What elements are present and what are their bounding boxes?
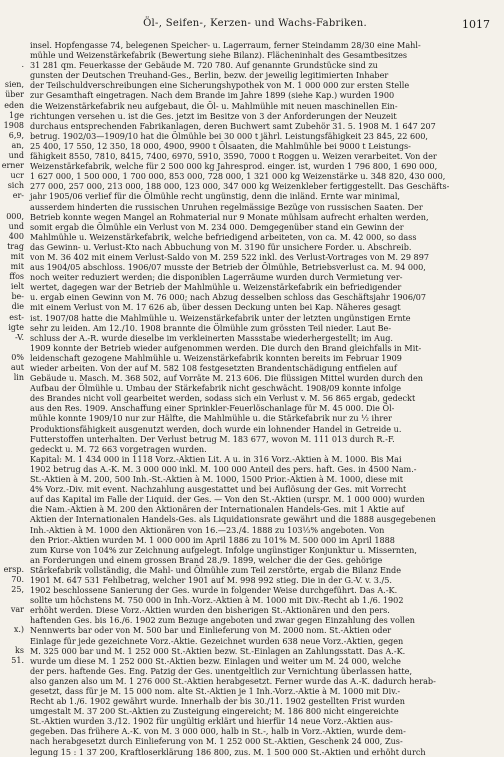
text-line: zur Gesamthaft eingetragen. Nach dem Brande im Jahre 1899 (siehe Kap.) wurden 1900 <box>30 90 395 101</box>
margin-fragment <box>0 424 24 434</box>
margin-fragment: 1ge <box>9 110 24 120</box>
margin-fragment <box>0 403 24 413</box>
text-line: haftenden Ges. bis 16./6. 1902 zum Bezuge angeboten und zwar gegen Einzahlung des vollen <box>30 615 416 626</box>
margin-fragment <box>0 474 24 484</box>
text-line: gesetzt, dass für je M. 15 000 nom. alte St.-Aktien je 1 Inh.-Vorz.-Aktie à M. 1000 mit Div.- <box>30 686 401 696</box>
margin-fragment: über <box>5 90 24 100</box>
margin-fragment: an, <box>11 140 24 150</box>
margin-fragment: 25, <box>11 585 24 595</box>
text-line: 1 627 000, 1 500 000, 1 700 000, 853 000, 728 000, 1 321 000 kg Weizenstärke u. 348 820, 430 000, <box>30 171 446 182</box>
text-line: Betrieb konnte wegen Mangel an Rohmaterial nur 9 Monate mühlsam aufrecht erhalten werden, <box>30 211 429 222</box>
margin-fragment <box>0 676 24 686</box>
text-line: richtungen versehen u. ist die Ges. jetzt im Besitze von 3 der Anforderungen der Neuzeit <box>30 110 397 121</box>
margin-fragment: 6,9, <box>8 130 24 140</box>
text-line: Aktien der Internationalen Handels-Ges. als Liquidationsrate gewährt und die 1888 ausgegebenen <box>30 514 436 525</box>
text-line: Aufbau der Ölmühle u. Umbau der Stärkefabrik nicht geschwächt. 1908/09 konnte infolge <box>30 383 402 394</box>
margin-fragment <box>0 555 24 565</box>
text-line: Inh.-Aktien à M. 1000 den Aktionären von 16.—23./4. 1888 zu 103⅓% angeboten. Von <box>30 524 385 535</box>
margin-fragment: be- <box>11 292 24 302</box>
margin-fragment <box>0 595 24 605</box>
text-line: St.-Aktien wurden 3./12. 1902 für ungültig erklärt und hierfür 14 neue Vorz.-Aktien aus- <box>30 716 393 727</box>
margin-fragment: 51. <box>11 655 24 665</box>
margin-fragment <box>0 202 24 212</box>
margin-fragment: var <box>10 605 24 615</box>
margin-fragment: lin <box>13 373 24 383</box>
margin-fragment: sich <box>7 181 24 191</box>
text-line: umgestalt M. 37 200 St.-Aktien zu Zusteigung eingereicht; M. 186 800 nicht eingereichte <box>30 706 399 717</box>
margin-fragment <box>0 666 24 676</box>
text-line: wertet, dagegen war der Betrieb der Mahlmühle u. Weizenstärkefabrik ein befriedigender <box>30 282 402 293</box>
text-line: wieder arbeiten. Von der auf M. 582 108 festgesetzten Brandentschädigung entfielen auf <box>30 363 397 373</box>
text-line: 1901 M. 647 531 Fehlbetrag, welcher 1901 auf M. 998 992 stieg. Die in der G.-V. v. 3./5. <box>30 574 392 585</box>
page-number: 1017 <box>462 18 490 31</box>
text-line: noch weiter reduziert werden; die disponiblen Lagerräume wurden durch Vermietung ver- <box>30 272 403 283</box>
margin-fragment <box>0 535 24 545</box>
margin-fragment <box>0 504 24 514</box>
margin-fragment: 0% <box>11 352 24 362</box>
margin-fragment: -V. <box>14 332 24 342</box>
margin-fragment: die <box>11 302 24 312</box>
margin-fragment <box>0 706 24 716</box>
margin-fragment: est- <box>9 312 24 322</box>
text-line: Weizenstärkefabrik, welche für 2 500 000 kg Jahresprod. einger. ist, wurden 1 796 800, 1 690 000, <box>30 161 438 172</box>
text-line: Gebäude u. Masch. M. 368 502, auf Vorräte M. 213 606. Die flüssigen Mittel wurden durch den <box>30 373 423 384</box>
text-line: M. 325 000 bar und M. 1 252 000 St.-Aktien bezw. St.-Einlagen an Zahlungsstatt. Das A.-K. <box>30 645 406 656</box>
margin-fragment <box>0 393 24 403</box>
margin-fragment: ucr <box>10 171 24 181</box>
text-line: an Forderungen und einem grossen Brand 28./9. 1899, welcher die der Ges. gehörige <box>30 554 383 565</box>
margin-fragment <box>0 636 24 646</box>
margin-fragment: . <box>21 60 24 70</box>
margin-fragment <box>0 383 24 393</box>
margin-fragment: 1908 <box>3 120 24 130</box>
text-line: aus 1904/05 abschloss. 1906/07 musste der Betrieb der Ölmühle, Betriebsverlust ca. M. 94 000, <box>30 262 426 273</box>
text-line: u. ergab einen Gewinn von M. 76 000; nach Abzug desselben schloss das Geschäftsjahr 1906/07 <box>30 292 426 303</box>
margin-fragment: 400 <box>8 231 24 241</box>
text-line: ist. 1907/08 hatte die Mahlmühle u. Weizenstärkefabrik unter der letzten ungünstigen Ernte <box>30 312 411 323</box>
margin-fragment <box>0 615 24 625</box>
text-line: 4% Vorz.-Div. mit event. Nachzahlung ausgestattet und bei Auflösung der Ges. mit Vorrecht <box>30 484 407 495</box>
margin-fragment <box>0 736 24 746</box>
margin-fragment <box>0 70 24 80</box>
text-line: Stärkefabrik vollständig, die Mahl- und Ölmühle zum Teil zerstörte, ergab die Bilanz Ende <box>30 564 402 575</box>
text-line: 1902 beschlossene Sanierung der Ges. wurde in folgender Weise durchgeführt. Das A.-K. <box>30 585 398 596</box>
text-line: betrug. 1902/03—1909/10 hat die Ölmühle bei 30 000 t jährl. Leistungsfähigkeit 23 845, 22 600, <box>30 130 429 141</box>
margin-fragment: und <box>8 151 24 161</box>
margin-fragment: 70. <box>11 574 24 584</box>
text-line: St.-Aktien à M. 200, 500 Inh.-St.-Aktien à M. 1000, 1500 Prior.-Aktien à M. 1000, diese mit <box>30 474 404 485</box>
text-line: insel. Hopfengasse 74, belegenen Speicher- u. Lagerraum, ferner Steindamm 28/30 eine Mahl- <box>30 40 421 50</box>
text-line: ausserdem hinderten die russischen Unruhen regelmässige Bezüge von russischen Saaten. Der <box>30 201 423 212</box>
text-line: sollte um höchstens M. 750 000 in Inh.-Vorz.-Aktien à M. 1000 mit Div.-Recht ab 1./6. 1902 <box>30 595 404 606</box>
text-line: gegeben. Das frühere A.-K. von M. 3 000 000, halb in St.-, halb in Vorz.-Aktien, wurde dem- <box>30 726 406 737</box>
margin-fragment <box>0 50 24 60</box>
margin-fragment: ielt <box>10 282 24 292</box>
text-line: leidenschaft gezogene Mahlmühle u. Weizenstärkefabrik konnten bereits im Februar 1909 <box>30 352 402 363</box>
margin-fragment: ersp. <box>3 564 24 574</box>
text-line: mühle konnte 1909/10 nur zur Hälfte, die Mahlmühle u. die Stärkefabrik nur zu ½ ihrer <box>30 413 392 424</box>
text-line: die Nam.-Aktien à M. 200 den Aktionären der Internationalen Handels-Ges. mit 1 Aktie auf <box>30 504 405 515</box>
margin-fragment <box>0 484 24 494</box>
text-line: die Weizenstärkefabrik neu aufgebaut, die Öl- u. Mahlmühle mit neuen maschinellen Ein- <box>30 100 398 111</box>
margin-fragment <box>0 514 24 524</box>
margin-fragment: erner <box>1 161 24 171</box>
text-line: jahr 1905/06 verlief für die Ölmühle recht ungünstig, denn die inländ. Ernte war minimal, <box>30 191 400 202</box>
text-line: Recht ab 1./6. 1902 gewährt wurde. Innerhalb der bis 30./11. 1902 gestellten Frist wurden <box>30 696 405 707</box>
margin-fragment <box>0 494 24 504</box>
margin-fragment <box>0 696 24 706</box>
text-line: gunsten der Deutschen Treuhand-Ges., Berlin, bezw. der jeweilig legitimierten Inhaber <box>30 70 389 81</box>
text-line: 277 000, 257 000, 213 000, 188 000, 123 000, 347 000 kg Weizenkleber fertiggestellt. Das Geschäfts- <box>30 181 450 192</box>
text-line: aus den Res. 1909. Anschaffung einer Sprinkler-Feuerlöschanlage für M. 45 000. Die Öl- <box>30 403 395 414</box>
text-line: Einlage für jede gezeichnete Vorz.-Aktie. Gezeichnet wurden 638 neue Vorz.-Aktien, gegen <box>30 635 404 646</box>
text-line: also ganzen also um M. 1 276 000 St.-Aktien herabgesetzt. Ferner wurde das A.-K. dadurch herab- <box>30 675 436 686</box>
text-line: somit ergab die Ölmühle ein Verlust von M. 234 000. Demgegenüber stand ein Gewinn der <box>30 221 404 232</box>
margin-fragment: aut <box>10 363 24 372</box>
margin-fragment <box>0 434 24 444</box>
text-line: der Teilschuldverschreibungen eine Sicherungshypothek von M. 1 000 000 zur ersten Stelle <box>30 80 410 91</box>
text-line: fähigkeit 8550, 7810, 8415, 7400, 6970, 5910, 3590, 7000 t Roggen u. Weizen verarbeitet. Von der <box>30 151 437 162</box>
margin-fragment <box>0 343 24 353</box>
text-line: nach herabgesetzt durch Einlieferung von M. 1 252 000 St.-Aktien, Geschenk 24 000, Zus- <box>30 736 403 747</box>
text-line: Mahlmühle u. Weizenstärkefabrik, welche befriedigend arbeiteten, von ca. M. 42 000, so dass <box>30 231 417 242</box>
margin-fragment: x.) <box>13 625 24 635</box>
margin-fragment: ks <box>15 645 24 655</box>
margin-fragment: trag <box>7 241 24 251</box>
text-line: schluss der A.-R. wurde dieselbe im verkleinerten Massstabe wiederhergestellt; im Aug. <box>30 332 393 343</box>
text-line: wurde um diese M. 1 252 000 St.-Aktien bezw. Einlagen und weiter um M. 24 000, welche <box>30 655 401 666</box>
margin-fragment <box>0 444 24 454</box>
text-line: Nennwerts bar oder von M. 500 bar und Einlieferung von M. 2000 nom. St.-Aktien oder <box>30 625 392 636</box>
text-line: sehr zu leiden. Am 12./10. 1908 brannte die Ölmühle zum grössten Teil nieder. Laut Be- <box>30 322 392 333</box>
text-line: mit einem Verlust von M. 17 626 ab, über dessen Deckung unten bei Kap. Näheres gesagt <box>30 302 401 313</box>
text-line: durchaus entsprechenden Fabrikanlagen, deren Buchwert samt Zubehör 31. 5. 1908 M. 1 647 207 <box>30 120 436 131</box>
margin-fragment: 000, <box>6 211 24 221</box>
margin-fragment: eden <box>4 100 24 110</box>
page-title: Öl-, Seifen-, Kerzen- und Wachs-Fabriken. <box>143 18 367 29</box>
margin-fragment: mit <box>10 262 24 272</box>
text-line: Futterstoffen unterhalten. Der Verlust betrug M. 183 677, wovon M. 111 013 durch R.-F. <box>30 433 395 444</box>
margin-fragment: sien, <box>4 80 24 90</box>
text-line: 1909 konnte der Betrieb wieder aufgenommen werden. Die durch den Brand gleichfalls in Mit- <box>30 342 422 353</box>
body-text <box>30 40 493 757</box>
text-line: Produktionsfähigkeit ausgenutzt werden, doch wurde ein lohnender Handel in Getreide u. <box>30 423 402 434</box>
margin-fragment <box>0 545 24 555</box>
margin-fragment: igte <box>8 322 24 332</box>
text-line: erhöht werden. Diese Vorz.-Aktien wurden den bisherigen St.-Aktionären und den pers. <box>30 605 390 616</box>
text-line: mühle und Weizenstärkefabrik (Bewertung siehe Bilanz). Flächeninhalt des Gesamtbesitzes <box>30 50 408 61</box>
left-margin-fragments <box>0 40 24 710</box>
text-line: auf das Kapital im Falle der Liquid. der Ges. — Von den St.-Aktien (urspr. M. 1 000 000) wurden <box>30 494 425 505</box>
margin-fragment <box>0 464 24 474</box>
text-line: 25 400, 17 550, 12 350, 18 000, 4900, 9900 t Ölsaaten, die Mahlmühle bei 9000 t Leistungs- <box>30 140 411 151</box>
page-header <box>60 18 490 32</box>
text-line: der pers. haftende Ges. Eng. Patzig der Ges. unentgeltlich zur Vernichtung überlassen hatte, <box>30 665 413 676</box>
margin-fragment <box>0 40 24 50</box>
margin-fragment <box>0 716 24 726</box>
text-line: von M. 36 402 mit einem Verlust-Saldo von M. 259 522 inkl. des Verlust-Vortrages von M. 29 897 <box>30 251 429 262</box>
margin-fragment <box>0 454 24 464</box>
text-line: des Brandes nicht voll gearbeitet werden, sodass sich ein Verlust v. M. 56 865 ergab, gedeckt <box>30 393 416 404</box>
text-line: den Prior.-Aktien wurden M. 1 000 000 im April 1886 zu 101% M. 500 000 im April 1888 <box>30 534 395 545</box>
margin-fragment: ffos <box>9 272 24 282</box>
margin-fragment: mit <box>10 251 24 261</box>
text-line: das Gewinn- u. Verlust-Kto nach Abbuchung von M. 3190 für unsichere Forder. u. Abschreib. <box>30 241 412 252</box>
margin-fragment <box>0 413 24 423</box>
margin-fragment <box>0 525 24 535</box>
text-line: 31 281 qm. Feuerkasse der Gebäude M. 720 780. Auf genannte Grundstücke sind zu <box>30 60 378 71</box>
margin-fragment <box>0 686 24 696</box>
margin-fragment <box>0 726 24 736</box>
text-line: gedeckt u. M. 72 663 vorgetragen wurden. <box>30 443 207 454</box>
margin-fragment: er- <box>12 191 24 201</box>
text-line: Kapital: M. 1 434 000 in 1118 Vorz.-Aktien Lit. A u. in 316 Vorz.-Aktien à M. 1000. Bis Mai <box>30 453 402 464</box>
margin-fragment: und <box>8 221 24 231</box>
text-line: zum Kurse von 104% zur Zeichnung aufgelegt. Infolge ungünstiger Konjunktur u. Missernten, <box>30 544 417 555</box>
text-line: legung 15 : 1 37 200, Kraftloserklärung 186 800, zus. M. 1 500 000 St.-Aktien und erhöht durch <box>30 746 426 757</box>
text-line: 1902 betrug das A.-K. M. 3 000 000 inkl. M. 100 000 Anteil des pers. haft. Ges. in 4500 Nam.- <box>30 463 417 474</box>
